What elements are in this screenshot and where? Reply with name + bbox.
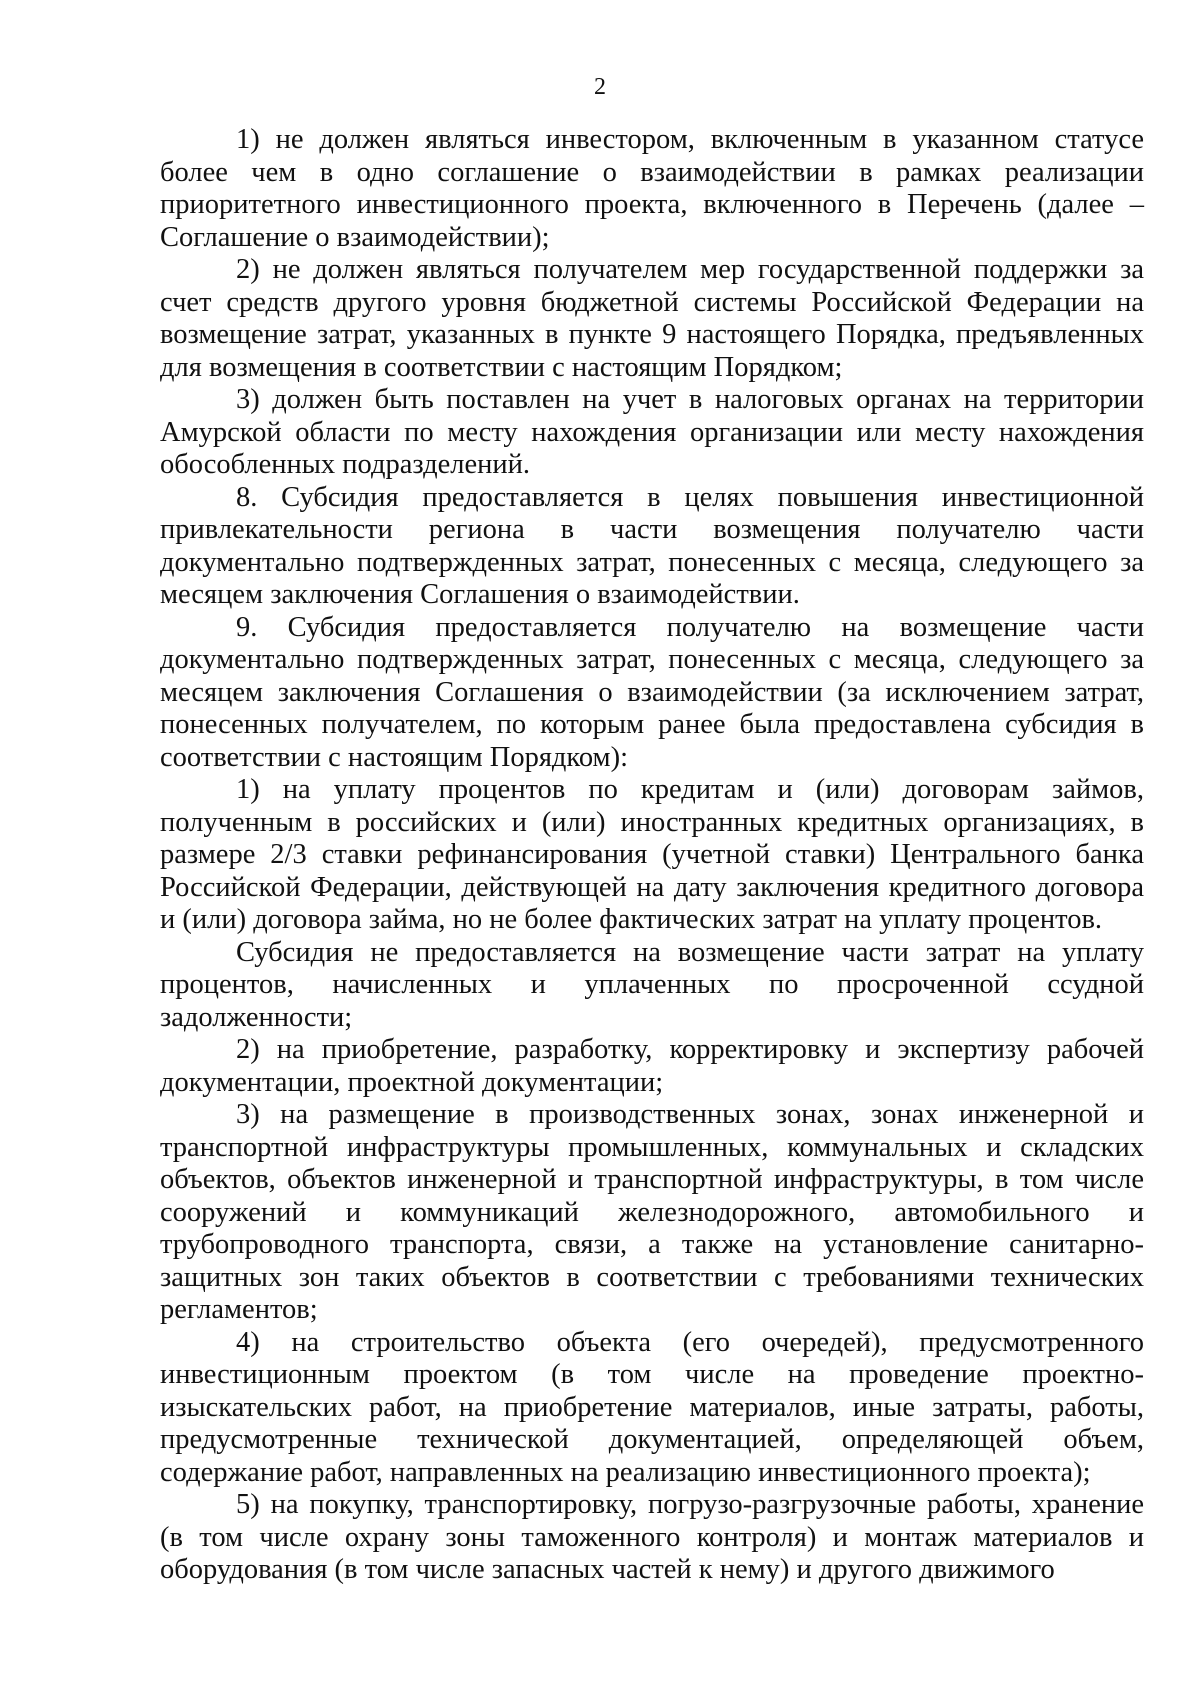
paragraph-clause-9: 9. Субсидия предоставляется получателю на возмещение части документально подтвержденных затрат, понесенных с месяца, следующего за месяцем заключения Соглашения о взаимодействии (за исключением затрат, понесенных получателем, по которым ранее была предоставлена субсидия в соответствии с настоящим Порядком):	[160, 611, 1144, 773]
paragraph-clause-9-item-4: 4) на строительство объекта (его очередей), предусмотренного инвестиционным проектом (в том числе на проведение проектно-изыскательских работ, на приобретение материалов, иные затраты, работы, предусмотренные технической документацией, определяющей объем, содержание работ, направленных на реализацию инвестиционного проекта);	[160, 1326, 1144, 1488]
paragraph-item-1: 1) не должен являться инвестором, включенным в указанном статусе более чем в одно соглашение о взаимодействии в рамках реализации приоритетного инвестиционного проекта, включенного в Перечень (далее – Соглашение о взаимодействии);	[160, 124, 1144, 253]
document-body	[160, 124, 1144, 1587]
paragraph-clause-9-item-2: 2) на приобретение, разработку, корректировку и экспертизу рабочей документации, проектной документации;	[160, 1034, 1144, 1098]
paragraph-clause-9-item-1: 1) на уплату процентов по кредитам и (или) договорам займов, полученным в российских и (или) иностранных кредитных организациях, в размере 2/3 ставки рефинансирования (учетной ставки) Центрального банка Российской Федерации, действующей на дату заключения кредитного договора и (или) договора займа, но не более фактических затрат на уплату процентов.	[160, 774, 1144, 935]
paragraph-item-2: 2) не должен являться получателем мер государственной поддержки за счет средств другого уровня бюджетной системы Российской Федерации на возмещение затрат, указанных в пункте 9 настоящего Порядка, предъявленных для возмещения в соответствии с настоящим Порядком;	[160, 254, 1144, 383]
paragraph-subsidy-exclusion: Субсидия не предоставляется на возмещение части затрат на уплату процентов, начисленных и уплаченных по просроченной ссудной задолженности;	[160, 936, 1144, 1033]
paragraph-clause-9-item-5: 5) на покупку, транспортировку, погрузо-разгрузочные работы, хранение (в том числе охрану зоны таможенного контроля) и монтаж материалов и оборудования (в том числе запасных частей к нему) и другого движимого	[160, 1489, 1144, 1585]
paragraph-clause-9-item-3: 3) на размещение в производственных зонах, зонах инженерной и транспортной инфраструктуры промышленных, коммунальных и складских объектов, объектов инженерной и транспортной инфраструктуры, в том числе сооружений и коммуникаций железнодорожного, автомобильного и трубопроводного транспорта, связи, а также на установление санитарно-защитных зон таких объектов в соответствии с требованиями технических регламентов;	[160, 1099, 1144, 1325]
paragraph-clause-8: 8. Субсидия предоставляется в целях повышения инвестиционной привлекательности региона в части возмещения получателю части документально подтвержденных затрат, понесенных с месяца, следующего за месяцем заключения Соглашения о взаимодействии.	[160, 481, 1144, 610]
paragraph-item-3: 3) должен быть поставлен на учет в налоговых органах на территории Амурской области по месту нахождения организации или месту нахождения обособленных подразделений.	[160, 384, 1144, 480]
page-number: 2	[594, 74, 606, 100]
